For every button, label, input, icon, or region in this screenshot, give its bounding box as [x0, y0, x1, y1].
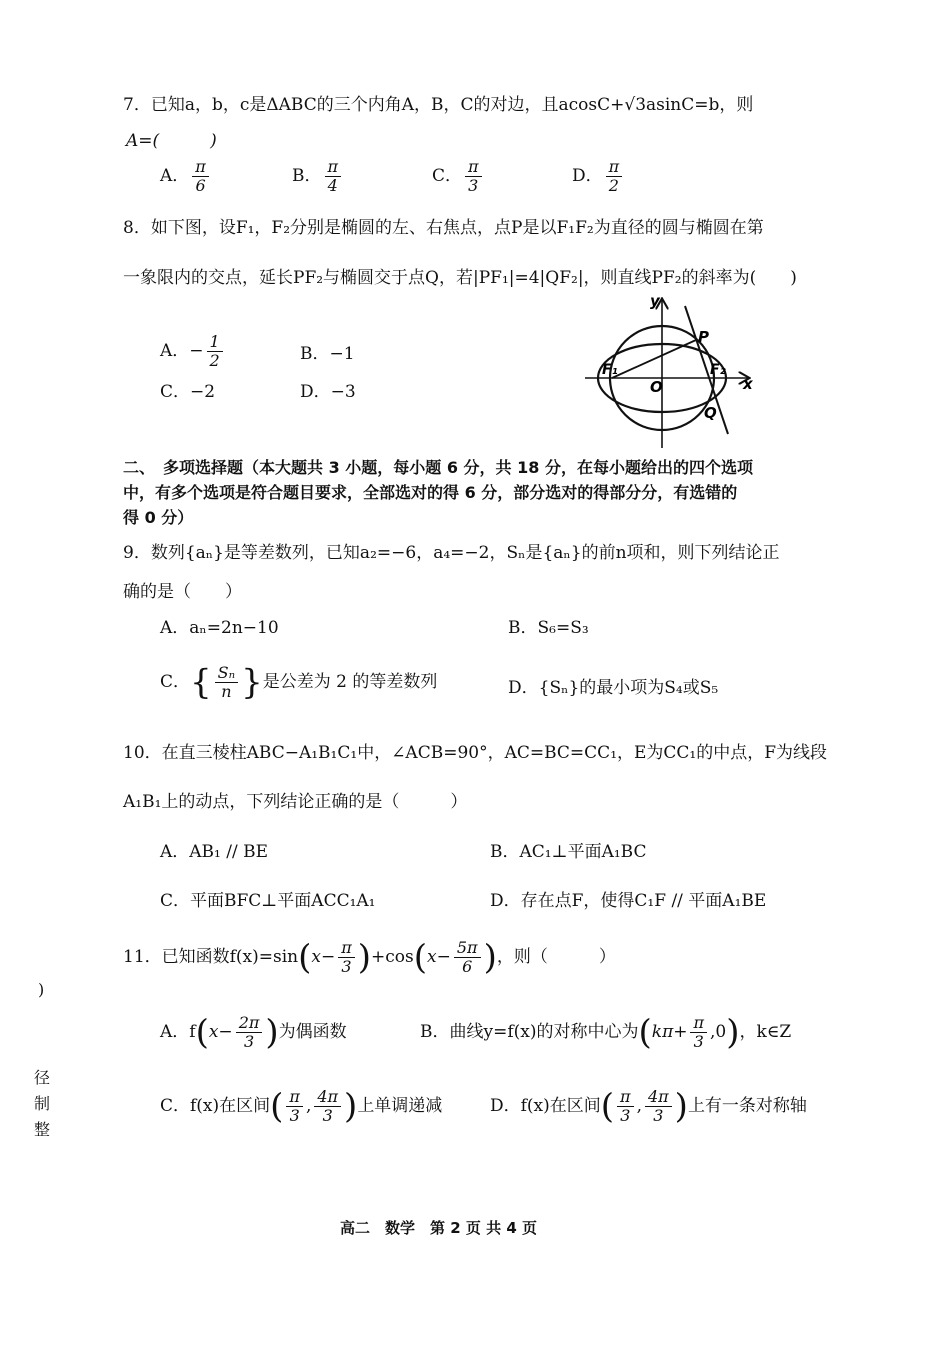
q7-option-c[interactable] — [432, 158, 485, 195]
origin-label: O — [650, 378, 663, 396]
q11-option-c[interactable]: C．f(x)在区间( $\frac{\pi}{3}$ , $\frac{4\pi}{3}$ )上单调递减 — [160, 1086, 443, 1127]
q11-option-d-fraction-2: $\frac{4\pi}{3}$ — [645, 1088, 672, 1125]
q9-option-c[interactable]: C．{ $\frac{\text{Sₙ}}{n}$ }是公差为 2 的等差数列 — [160, 662, 438, 703]
q8-option-a-label: A． — [160, 341, 190, 361]
margin-char-1: 径 — [34, 1068, 51, 1087]
q11-option-b-fraction: $\frac{\pi}{3}$ — [690, 1014, 707, 1051]
q7-stem: 7．已知a，b，c是ΔABC的三个内角A，B，C的对边，且acosC+√3asinC=b，则 — [123, 95, 754, 115]
q9-option-a[interactable]: A．aₙ=2n−10 — [160, 618, 279, 638]
section2-line2: 中，有多个选项是符合题目要求，全部选对的得 6 分，部分选对的得部分分，有选错的 — [123, 483, 738, 502]
q9-stem: 9．数列{aₙ}是等差数列，已知a₂=−6，a₄=−2，Sₙ是{aₙ}的前n项和，则下列结论正 — [123, 543, 780, 563]
margin-char-3: 整 — [34, 1120, 51, 1139]
q11-option-b[interactable]: B．曲线y=f(x)的对称中心为(kπ+ $\frac{\pi}{3}$ ,0)，k∈Z — [420, 1012, 792, 1053]
section2-line3: 得 0 分） — [123, 508, 194, 527]
margin-paren: ) — [38, 980, 45, 999]
q7-option-c-label: C． — [432, 166, 463, 186]
q8-option-c[interactable]: C．−2 — [160, 382, 216, 402]
q8-stem-cont: 一象限内的交点，延长PF₂与椭圆交于点Q，若|PF₁|=4|QF₂|，则直线PF₂的斜率为( ) — [123, 268, 797, 288]
x-label: x — [743, 375, 753, 393]
point-p-label: P — [698, 328, 709, 346]
q7-stem-cont: A=( ) — [126, 131, 217, 151]
q10-option-c[interactable]: C．平面BFC⊥平面ACC₁A₁ — [160, 891, 376, 911]
q10-option-a[interactable]: A．AB₁ // BE — [160, 842, 269, 862]
q7-option-b[interactable] — [292, 158, 344, 195]
section2-line1: 二、 多项选择题（本大题共 3 小题，每小题 6 分，共 18 分，在每小题给出的四个选项 — [123, 458, 753, 477]
ellipse-circle-figure — [580, 292, 765, 452]
q7-option-b-label: B． — [292, 166, 322, 186]
q9-option-c-label: C． — [160, 672, 191, 692]
q11-option-c-fraction-2: $\frac{4\pi}{3}$ — [314, 1088, 341, 1125]
q7-option-a[interactable] — [160, 158, 212, 195]
q9-option-c-fraction: $\frac{\text{Sₙ}}{n}$ — [215, 664, 238, 701]
q8-option-a-fraction: $\frac{1}{2}$ — [207, 333, 223, 370]
q11-option-a-fraction: $\frac{2\pi}{3}$ — [236, 1014, 263, 1051]
q7-option-d-label: D． — [572, 166, 603, 186]
q7-option-d[interactable] — [572, 158, 625, 195]
q9-option-d[interactable]: D．{Sₙ}的最小项为S₄或S₅ — [508, 678, 719, 698]
q7-option-b-fraction: $\frac{\pi}{4}$ — [325, 158, 342, 195]
focus-f2-label: F₂ — [710, 362, 726, 378]
q8-option-a[interactable]: A．− $\frac{1}{2}$ — [160, 333, 226, 370]
q9-option-c-text: 是公差为 2 的等差数列 — [262, 672, 438, 692]
q10-stem-cont: A₁B₁上的动点，下列结论正确的是（ ） — [123, 792, 468, 812]
segment-pf1 — [612, 340, 696, 378]
q10-stem: 10．在直三棱柱ABC−A₁B₁C₁中，∠ACB=90°，AC=BC=CC₁，E为CC₁的中点，F为线段 — [123, 743, 828, 763]
q11-option-d-fraction-1: $\frac{\pi}{3}$ — [617, 1088, 634, 1125]
q11-stem-fraction-1: $\frac{\pi}{3}$ — [338, 939, 355, 976]
q7-option-d-fraction: $\frac{\pi}{2}$ — [606, 158, 623, 195]
q11-stem-fraction-2: $\frac{5\pi}{6}$ — [454, 939, 481, 976]
q11-option-c-fraction-1: $\frac{\pi}{3}$ — [286, 1088, 303, 1125]
q11-stem: 11．已知函数f(x)=sin(x− $\frac{\pi}{3}$ )+cos(x− $\frac{5\pi}{6}$ )，则（ ） — [123, 937, 616, 978]
margin-char-2: 制 — [34, 1094, 51, 1113]
q7-option-a-fraction: $\frac{\pi}{6}$ — [192, 158, 209, 195]
q8-stem: 8．如下图，设F₁，F₂分别是椭圆的左、右焦点，点P是以F₁F₂为直径的圆与椭圆在第 — [123, 218, 764, 238]
q7-option-a-label: A． — [160, 166, 190, 186]
q11-option-a[interactable]: A．f(x− $\frac{2\pi}{3}$ )为偶函数 — [160, 1012, 347, 1053]
q7-option-c-fraction: $\frac{\pi}{3}$ — [465, 158, 482, 195]
page-footer: 高二 数学 第 2 页 共 4 页 — [340, 1219, 537, 1237]
focus-f1-label: F₁ — [602, 362, 618, 378]
q11-option-d[interactable]: D．f(x)在区间( $\frac{\pi}{3}$ , $\frac{4\pi}{3}$ )上有一条对称轴 — [490, 1086, 807, 1127]
y-label: y — [650, 292, 660, 310]
q10-option-b[interactable]: B．AC₁⊥平面A₁BC — [490, 842, 647, 862]
q8-option-d[interactable]: D．−3 — [300, 382, 356, 402]
q9-option-b[interactable]: B．S₆=S₃ — [508, 618, 589, 638]
q9-stem-cont: 确的是（ ） — [123, 582, 242, 602]
q10-option-d[interactable]: D．存在点F，使得C₁F // 平面A₁BE — [490, 891, 767, 911]
point-q-label: Q — [704, 404, 717, 422]
q8-option-b[interactable]: B．−1 — [300, 344, 355, 364]
